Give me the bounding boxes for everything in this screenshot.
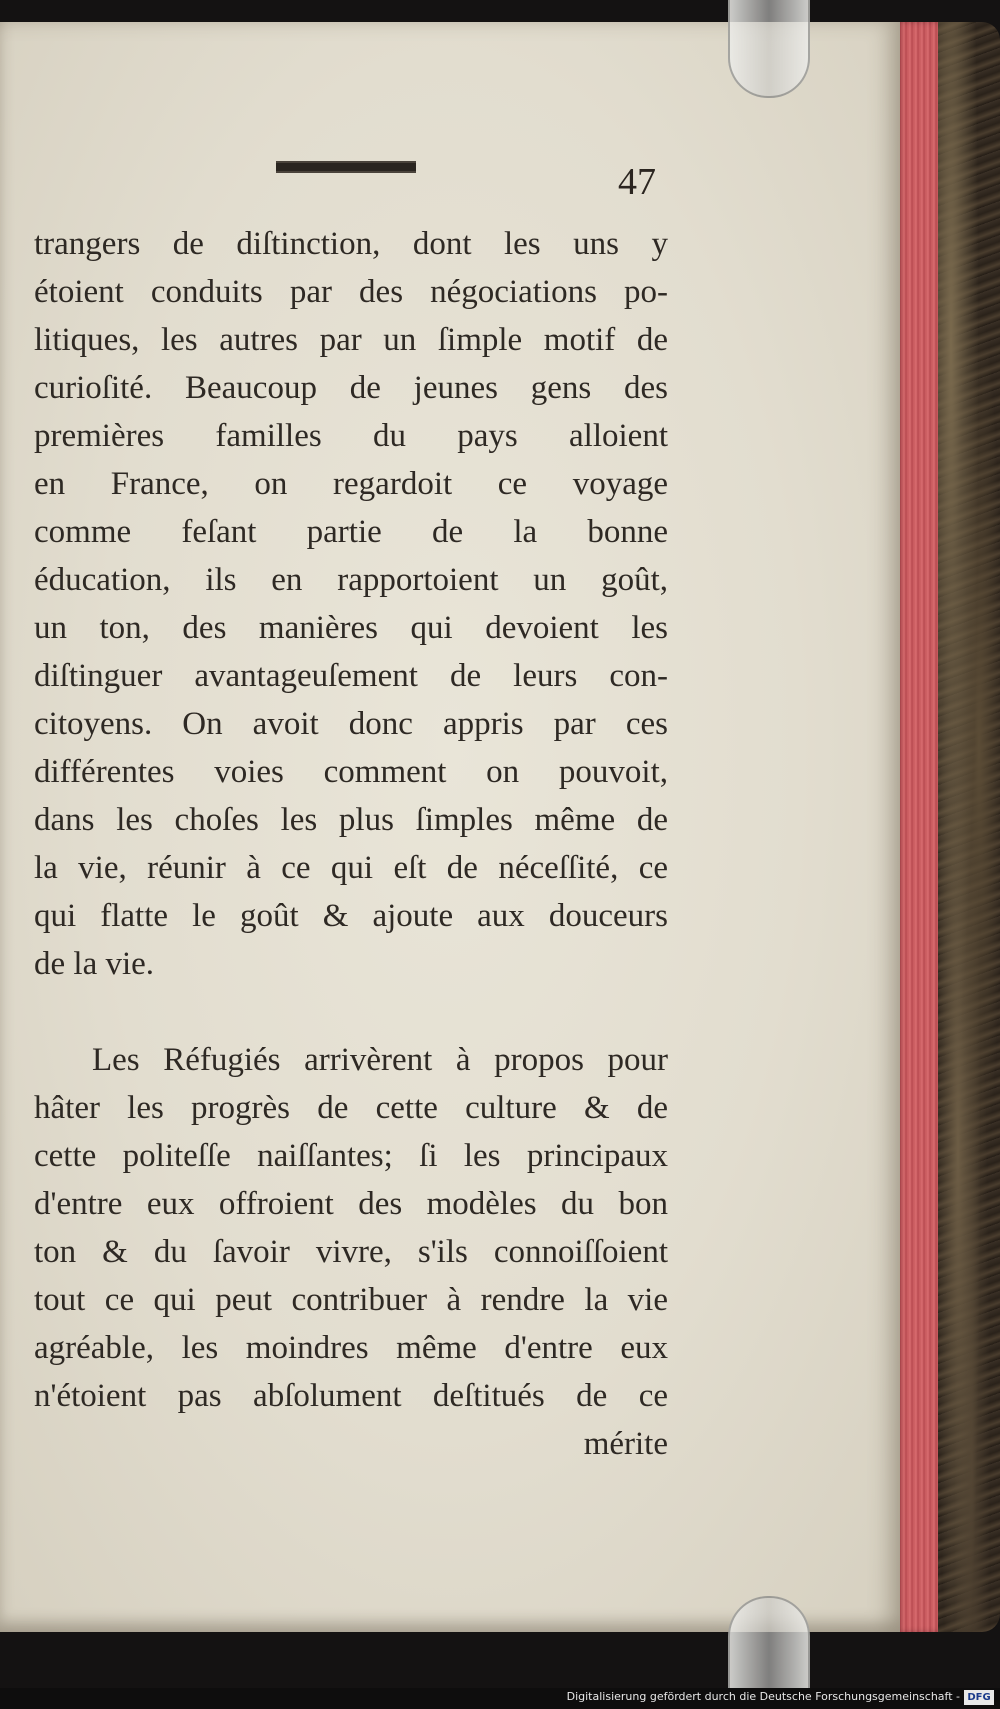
text-line: différentes voies comment on pouvoit, [34,754,668,790]
marbled-book-cover [930,22,1000,1632]
text-line: d'entre eux offroient des modèles du bon [34,1186,668,1222]
catchword: mérite [583,1426,668,1462]
glass-clip-bottom [728,1596,810,1690]
text-line: diſtinguer avantageuſement de leurs con- [34,658,668,694]
text-line: tout ce qui peut contribuer à rendre la vie [34,1282,668,1318]
text-line: agréable, les moindres même d'entre eux [34,1330,668,1366]
text-line: éducation, ils en rapportoient un goût, [34,562,668,598]
text-line: curioſité. Beaucoup de jeunes gens des [34,370,668,406]
digitization-credit: Digitalisierung gefördert durch die Deutsche Forschungsgemeinschaft - [566,1690,960,1703]
text-line: dans les choſes les plus ſimples même de [34,802,668,838]
paragraph-2 [34,1036,668,1468]
text-line: comme feſant partie de la bonne [34,514,668,550]
text-line: la vie, réunir à ce qui eſt de néceſſité, ce [34,850,668,886]
dfg-logo: DFG [964,1690,994,1705]
text-line: un ton, des manières qui devoient les [34,610,668,646]
text-line: en France, on regardoit ce voyage [34,466,668,502]
glass-clip-top [728,0,810,98]
text-line: qui flatte le goût & ajoute aux douceurs [34,898,668,934]
text-line: citoyens. On avoit donc appris par ces [34,706,668,742]
text-line: de la vie. [34,946,155,982]
text-line: hâter les progrès de cette culture & de [34,1090,668,1126]
text-line: Les Réfugiés arrivèrent à propos pour [92,1042,668,1078]
text-line: étoient conduits par des négociations po- [34,274,668,310]
page-number: 47 [618,161,656,203]
red-page-edges [896,22,938,1632]
paragraph-1 [34,220,668,988]
text-line: n'étoient pas abſolument deſtitués de ce [34,1378,668,1414]
header-ornament-rule [276,161,416,173]
text-line: ton & du ſavoir vivre, s'ils connoiſſoient [34,1234,668,1270]
text-line: cette politeſſe naiſſantes; ſi les principaux [34,1138,668,1174]
text-line: trangers de diſtinction, dont les uns y [34,226,668,262]
text-line: premières familles du pays alloient [34,418,668,454]
text-line: litiques, les autres par un ſimple motif de [34,322,668,358]
